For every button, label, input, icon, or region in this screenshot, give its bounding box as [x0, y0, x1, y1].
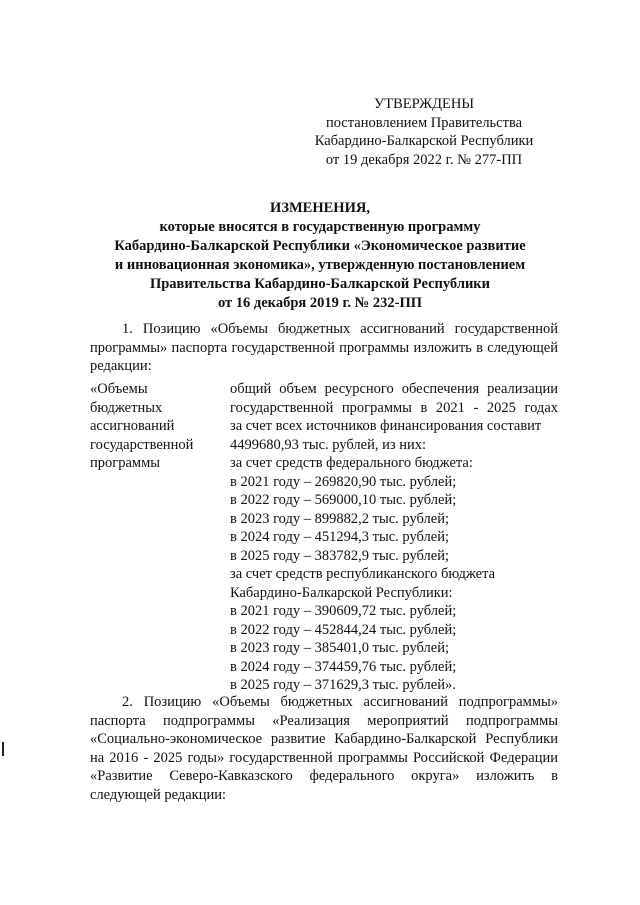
paragraph-1-text: 1. Позицию «Объемы бюджетных ассигнований государственной программы» паспорта государственной программы изложить в следующей редакции: [90, 321, 558, 374]
approval-block [294, 95, 554, 169]
paragraph-2-text: 2. Позицию «Объемы бюджетных ассигнований подпрограммы» паспорта подпрограммы «Реализация мероприятий подпрограммы «Социально-экономическое развитие Кабардино-Балкарской Республики на 2016 - 2025 годы» государственной программы Российской Федерации «Развитие Северо-Кавказского федерального округа» изложить в следующей редакции: [90, 694, 558, 803]
content-line: в 2021 году – 390609,72 тыс. рублей; [230, 603, 457, 619]
content-line: в 2022 году – 569000,10 тыс. рублей; [230, 492, 457, 508]
content-line: за счет средств республиканского бюджета [230, 566, 496, 582]
document-title [70, 199, 570, 313]
content-line: за счет средств федерального бюджета: [230, 455, 473, 471]
content-line: в 2024 году – 374459,76 тыс. рублей; [230, 658, 457, 675]
approval-heading: УТВЕРЖДЕНЫ [373, 96, 475, 112]
paragraph-1 [90, 320, 558, 376]
label-line: ассигнований [90, 418, 175, 434]
paragraph-2 [90, 693, 558, 804]
content-line: в 2023 году – 899882,2 тыс. рублей; [230, 510, 450, 527]
margin-mark [2, 742, 4, 756]
content-line: в 2023 году – 385401,0 тыс. рублей; [230, 640, 450, 656]
content-line: за счет всех источников финансирования составит [230, 418, 542, 434]
title-line: и инновационная экономика», утвержденную постановлением [114, 257, 526, 273]
title-line: Правительства Кабардино-Балкарской Республики [149, 276, 491, 292]
title-line: которые вносятся в государственную программу [159, 219, 481, 235]
content-line: Кабардино-Балкарской Республики: [230, 584, 453, 601]
title-line: от 16 декабря 2019 г. № 232-ПП [217, 295, 423, 311]
content-line: общий объем ресурсного обеспечения реализации [230, 381, 558, 397]
position-content [230, 380, 558, 695]
approval-line: Кабардино-Балкарской Республики [314, 133, 534, 149]
content-line: государственной программы в 2021 - 2025 годах [230, 399, 558, 416]
position-label [90, 380, 220, 473]
title-line: Кабардино-Балкарской Республики «Экономическое развитие [114, 238, 526, 254]
label-line: «Объемы [90, 381, 148, 397]
content-line: в 2025 году – 371629,3 тыс. рублей». [230, 677, 456, 693]
approval-date: от 19 декабря 2022 г. № 277-ПП [325, 151, 523, 168]
label-line: бюджетных [90, 399, 163, 416]
label-line: государственной [90, 436, 194, 453]
title-heading: ИЗМЕНЕНИЯ, [270, 200, 370, 216]
content-line: в 2025 году – 383782,9 тыс. рублей; [230, 547, 450, 564]
label-line: программы [90, 455, 160, 471]
content-line: в 2021 году – 269820,90 тыс. рублей; [230, 473, 457, 490]
content-line: 4499680,93 тыс. рублей, из них: [230, 436, 426, 453]
content-line: в 2022 году – 452844,24 тыс. рублей; [230, 621, 457, 638]
content-line: в 2024 году – 451294,3 тыс. рублей; [230, 529, 450, 545]
approval-line: постановлением Правительства [325, 114, 523, 131]
